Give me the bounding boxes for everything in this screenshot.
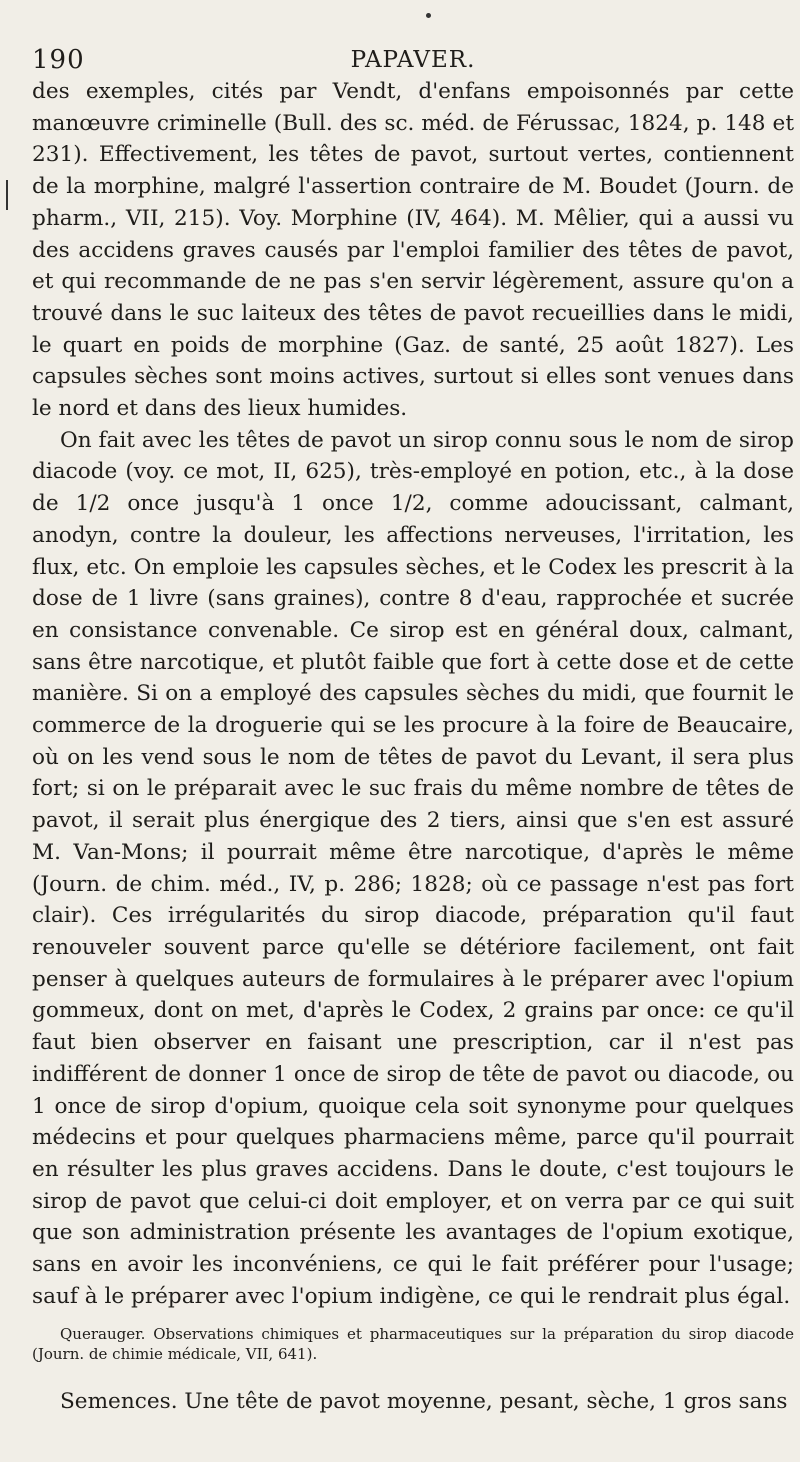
paragraph-2: On fait avec les têtes de pavot un sirop connu sous le nom de sirop diacode (voy. ce mot, II, 625), très-employé en potion, etc., à la dose de 1/2 once jusqu'à 1 once 1/2, comme adoucissant, calmant, anodyn, contre la douleur, les affections nerveuses, l'irritation, les flux, etc. On emploie les capsules sèches, et le Codex les prescrit à la dose de 1 livre (sans graines), contre 8 d'eau, rapprochée et sucrée en consistance convenable. Ce sirop est en général doux, calmant, sans être narcotique, et plutôt faible que fort à cette dose et de cette manière. Si on a employé des capsules sèches du midi, que fournit le commerce de la droguerie qui se les procure à la foire de Beaucaire, où on les vend sous le nom de têtes de pavot du Levant, il sera plus fort; si on le préparait avec le suc frais du même nombre de têtes de pavot, il serait plus énergique des 2 tiers, ainsi que s'en est assuré M. Van-Mons; il pourrait même être narcotique, d'après le même (Journ. de chim. méd., IV, p. 286; 1828; où ce passage n'est pas fort clair). Ces irrégularités du sirop diacode, préparation qu'il faut renouveler souvent parce qu'elle se détériore facilement, ont fait penser à quelques auteurs de formulaires à le préparer avec l'opium gommeux, dont on met, d'après le Codex, 2 grains par once: ce qu'il faut bien observer en faisant une prescription, car il n'est pas indifférent de donner 1 once de sirop de tête de pavot ou diacode, ou 1 once de sirop d'opium, quoique cela soit synonyme pour quelques médecins et pour quelques pharmaciens même, parce qu'il pourrait en résulter les plus graves accidens. Dans le doute, c'est toujours le sirop de pavot que celui-ci doit employer, et on verra par ce qui suit que son administration présente les avantages de l'opium exotique, sans en avoir les inconvéniens, ce qui le fait préférer pour l'usage; sauf à le préparer avec l'opium indigène, ce qui le rendrait plus égal. — [32, 427, 794, 1309]
ink-speck — [426, 13, 431, 18]
margin-mark — [6, 180, 8, 210]
page-body — [32, 76, 794, 1418]
page-number: 190 — [32, 45, 85, 75]
footnote: Querauger. Observations chimiques et pharmaceutiques sur la préparation du sirop diacode (Journ. de chimie médicale, VII, 641). — [32, 1325, 794, 1364]
running-title: PAPAVER. — [350, 47, 476, 73]
paragraph-semences: Semences. Une tête de pavot moyenne, pesant, sèche, 1 gros sans — [60, 1389, 788, 1415]
paragraph-1: des exemples, cités par Vendt, d'enfans empoisonnés par cette manœuvre criminelle (Bull. des sc. méd. de Férussac, 1824, p. 148 et 231). Effectivement, les têtes de pavot, surtout vertes, contiennent de la morphine, malgré l'assertion contraire de M. Boudet (Journ. de pharm., VII, 215). Voy. Morphine (IV, 464). M. Mêlier, qui a aussi vu des accidens graves causés par l'emploi familier des têtes de pavot, et qui recommande de ne pas s'en servir légèrement, assure qu'on a trouvé dans le suc laiteux des têtes de pavot recueillies dans le midi, le quart en poids de morphine (Gaz. de santé, 25 août 1827). Les capsules sèches sont moins actives, surtout si elles sont venues dans le nord et dans des lieux humides. — [32, 79, 794, 422]
